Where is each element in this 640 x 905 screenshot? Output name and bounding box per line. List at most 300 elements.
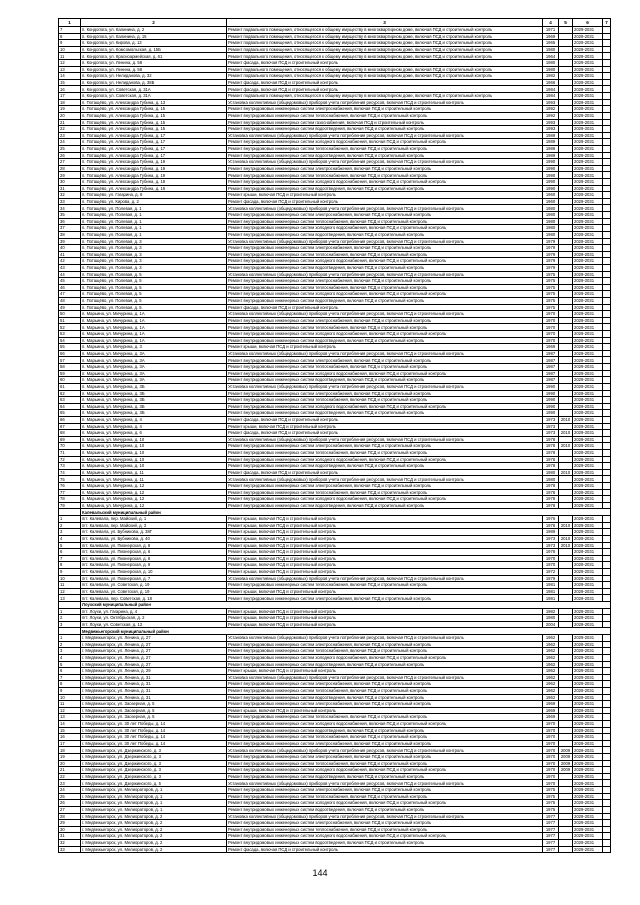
row-number-cell: 1 — [59, 516, 81, 523]
address-cell: г. Медвежьегорск, ул. 30 лет Победы, д. 14 — [81, 720, 227, 727]
row-number-cell: 74 — [59, 469, 81, 476]
note-cell — [603, 317, 611, 324]
row-number-cell: 33 — [59, 198, 81, 205]
address-cell: г. Медвежьегорск, ул. Мелиораторов, д. 2 — [81, 826, 227, 833]
year-built-cell: 1969 — [543, 344, 559, 351]
period-cell: 2029-2031 — [573, 238, 603, 245]
last-repair-cell — [559, 436, 573, 443]
period-cell: 2029-2031 — [573, 179, 603, 186]
note-cell — [603, 331, 611, 338]
last-repair-cell — [559, 648, 573, 655]
year-built-cell: 1978 — [543, 436, 559, 443]
row-number-cell: 71 — [59, 450, 81, 457]
year-built-cell: 1970 — [543, 324, 559, 331]
address-cell: г. Медвежьегорск, ул. Мелиораторов, д. 1 — [81, 806, 227, 813]
address-cell: г. Медвежьегорск, ул. Ленина, д. 27 — [81, 654, 227, 661]
year-built-cell: 1979 — [543, 251, 559, 258]
table-row — [59, 714, 611, 721]
work-type-cell: Установка коллективных (общедомовых) приборов учета потребления ресурсов, включая ПСД и строительный контроль — [227, 205, 543, 212]
work-type-cell: Ремонт внутридомовых инженерных систем газоснабжения, включая ПСД и строительный контроль — [227, 119, 543, 126]
work-type-cell: Ремонт внутридомовых инженерных систем электроснабжения, включая ПСД и строительный контроль — [227, 754, 543, 761]
address-cell: п. Марьина, ул. Мичурина, д. 3А — [81, 377, 227, 384]
year-built-cell: 1989 — [543, 152, 559, 159]
work-type-cell: Ремонт крыши, включая ПСД и строительный контроль — [227, 588, 543, 595]
note-cell — [603, 754, 611, 761]
address-cell: п. Потащёво, ул. Полевая, д. 5 — [81, 271, 227, 278]
note-cell — [603, 463, 611, 470]
row-number-cell: 13 — [59, 714, 81, 721]
year-built-cell: 1962 — [543, 648, 559, 655]
last-repair-cell — [559, 687, 573, 694]
section-header-row — [59, 509, 611, 516]
address-cell: г. Медвежьегорск, ул. Ленина, д. 29 — [81, 668, 227, 675]
table-row — [59, 641, 611, 648]
year-built-cell: 1962 — [543, 654, 559, 661]
last-repair-cell — [559, 661, 573, 668]
address-cell: п. Марьина, ул. Мичурина, д. 1А — [81, 311, 227, 318]
table-row — [59, 165, 611, 172]
note-cell — [603, 582, 611, 589]
table-row — [59, 53, 611, 60]
work-type-cell: Ремонт внутридомовых инженерных систем теплоснабжения, включая ПСД и строительный контроль — [227, 172, 543, 179]
period-cell: 2029-2031 — [573, 734, 603, 741]
table-row — [59, 139, 611, 146]
year-built-cell: 1970 — [543, 760, 559, 767]
table-row — [59, 555, 611, 562]
table-row — [59, 535, 611, 542]
work-type-cell: Ремонт крыши, включая ПСД и строительный контроль — [227, 707, 543, 714]
row-number-cell: 66 — [59, 416, 81, 423]
table-row — [59, 60, 611, 67]
year-built-cell: 1969 — [543, 707, 559, 714]
note-cell — [603, 833, 611, 840]
address-cell: п. Кондопога, ул. Ленина, д. 58 — [81, 60, 227, 67]
last-repair-cell — [559, 568, 573, 575]
row-number-cell: 12 — [59, 588, 81, 595]
work-type-cell: Ремонт крыши, включая ПСД и строительный контроль — [227, 344, 543, 351]
table-row — [59, 192, 611, 199]
work-type-cell: Ремонт внутридомовых инженерных систем теплоснабжения, включая ПСД и строительный контроль — [227, 489, 543, 496]
period-cell: 2029-2031 — [573, 489, 603, 496]
year-built-cell: 1978 — [543, 489, 559, 496]
last-repair-cell — [559, 106, 573, 113]
row-number-cell: 29 — [59, 820, 81, 827]
last-repair-cell: 2009 — [559, 767, 573, 774]
address-cell: пгт. Калевала, ул. Пионерская, д. 6 — [81, 549, 227, 556]
note-cell — [603, 291, 611, 298]
row-number-cell: 54 — [59, 337, 81, 344]
address-cell: г. Медвежьегорск, ул. Дзержинского, д. 3 — [81, 760, 227, 767]
year-built-cell: 1962 — [543, 635, 559, 642]
note-cell — [603, 139, 611, 146]
address-cell: г. Медвежьегорск, ул. Мелиораторов, д. 1 — [81, 793, 227, 800]
note-cell — [603, 635, 611, 642]
period-cell: 2029-2031 — [573, 661, 603, 668]
table-row — [59, 231, 611, 238]
last-repair-cell — [559, 483, 573, 490]
work-type-cell: Ремонт фасада, включая ПСД и строительный контроль — [227, 79, 543, 86]
row-number-cell: 63 — [59, 397, 81, 404]
note-cell — [603, 86, 611, 93]
address-cell: п. Потащёво, ул. Александра Губина, д. 17 — [81, 132, 227, 139]
work-type-cell: Ремонт подвального помещения, относящегося к общему имуществу в многоквартирном доме, включая ПСД и строительный контроль — [227, 53, 543, 60]
row-number-cell: 15 — [59, 727, 81, 734]
work-type-cell: Ремонт подвального помещения, относящегося к общему имуществу в многоквартирном доме, включая ПСД и строительный контроль — [227, 93, 543, 100]
note-cell — [603, 46, 611, 53]
work-type-cell: Ремонт внутридомовых инженерных систем теплоснабжения, включая ПСД и строительный контроль — [227, 760, 543, 767]
work-type-cell: Ремонт фасада, включая ПСД и строительный контроль — [227, 86, 543, 93]
last-repair-cell — [559, 800, 573, 807]
period-cell: 2029-2031 — [573, 582, 603, 589]
year-built-cell: 1973 — [543, 430, 559, 437]
table-row — [59, 516, 611, 523]
row-number-cell: 31 — [59, 833, 81, 840]
note-cell — [603, 701, 611, 708]
row-number-cell: 21 — [59, 767, 81, 774]
table-row — [59, 654, 611, 661]
table-row — [59, 198, 611, 205]
address-cell: п. Потащёво, ул. Александра Губина, д. 15 — [81, 112, 227, 119]
work-type-cell: Ремонт внутридомовых инженерных систем теплоснабжения, включая ПСД и строительный контроль — [227, 324, 543, 331]
year-built-cell: 1970 — [543, 555, 559, 562]
address-cell: п. Потащёво, ул. Кирова, д. 2 — [81, 198, 227, 205]
header-cell-1: 1 — [59, 19, 81, 27]
note-cell — [603, 806, 611, 813]
last-repair-cell — [559, 291, 573, 298]
last-repair-cell — [559, 423, 573, 430]
header-cell-3: 3 — [227, 19, 543, 27]
year-built-cell: 1981 — [543, 582, 559, 589]
last-repair-cell — [559, 720, 573, 727]
work-type-cell: Ремонт фасада, включая ПСД и строительный контроль — [227, 469, 543, 476]
year-built-cell: 1978 — [543, 483, 559, 490]
period-cell: 2029-2031 — [573, 271, 603, 278]
row-number-cell: 45 — [59, 278, 81, 285]
year-built-cell: 1962 — [543, 668, 559, 675]
row-number-cell: 14 — [59, 73, 81, 80]
note-cell — [603, 403, 611, 410]
year-built-cell: 1975 — [543, 800, 559, 807]
work-type-cell: Ремонт внутридомовых инженерных систем водоотведения, включая ПСД и строительный контроль — [227, 806, 543, 813]
row-number-cell: 34 — [59, 205, 81, 212]
address-cell: пгт. Калевала, ул. Советская, д. 19 — [81, 582, 227, 589]
row-number-cell: 38 — [59, 231, 81, 238]
last-repair-cell — [559, 337, 573, 344]
year-built-cell: 1990 — [543, 159, 559, 166]
table-row — [59, 846, 611, 853]
note-cell — [603, 165, 611, 172]
year-built-cell: 1977 — [543, 820, 559, 827]
row-number-cell: 5 — [59, 661, 81, 668]
page-number: 144 — [312, 868, 328, 878]
work-type-cell: Ремонт внутридомовых инженерных систем теплоснабжения, включая ПСД и строительный контроль — [227, 687, 543, 694]
period-cell: 2029-2031 — [573, 694, 603, 701]
work-type-cell: Ремонт внутридомовых инженерных систем холодного водоснабжения, включая ПСД и строительный контроль — [227, 654, 543, 661]
work-type-cell: Ремонт подвального помещения, относящегося к общему имуществу в многоквартирном доме, включая ПСД и строительный контроль — [227, 27, 543, 34]
last-repair-cell — [559, 820, 573, 827]
note-cell — [603, 159, 611, 166]
last-repair-cell — [559, 126, 573, 133]
address-cell: п. Потащёво, ул. Александра Губина, д. 19 — [81, 185, 227, 192]
note-cell — [603, 674, 611, 681]
year-built-cell: 1987 — [543, 357, 559, 364]
note-cell — [603, 502, 611, 509]
period-cell: 2029-2031 — [573, 654, 603, 661]
row-number-cell: 10 — [59, 46, 81, 53]
work-type-cell: Ремонт фасада, включая ПСД и строительный контроль — [227, 430, 543, 437]
year-built-cell: 1982 — [543, 73, 559, 80]
address-cell: пгт. Калевала, ул. Пионерская, д. 10 — [81, 568, 227, 575]
last-repair-cell — [559, 694, 573, 701]
last-repair-cell — [559, 846, 573, 853]
row-number-cell: 44 — [59, 271, 81, 278]
header-cell-6: 6 — [573, 19, 603, 27]
year-built-cell: 1979 — [543, 575, 559, 582]
work-type-cell: Ремонт крыши, включая ПСД и строительный контроль — [227, 542, 543, 549]
period-cell: 2029-2031 — [573, 99, 603, 106]
work-type-cell: Ремонт внутридомовых инженерных систем электроснабжения, включая ПСД и строительный контроль — [227, 317, 543, 324]
work-type-cell: Ремонт внутридомовых инженерных систем теплоснабжения, включая ПСД и строительный контроль — [227, 648, 543, 655]
address-cell: п. Потащёво, ул. Александра Губина, д. 19 — [81, 172, 227, 179]
last-repair-cell — [559, 46, 573, 53]
work-type-cell: Ремонт внутридомовых инженерных систем водоотведения, включая ПСД и строительный контроль — [227, 727, 543, 734]
table-row — [59, 179, 611, 186]
note-cell — [603, 112, 611, 119]
address-cell: п. Марьина, ул. Мичурина, д. 3Б — [81, 383, 227, 390]
year-built-cell: 1970 — [543, 767, 559, 774]
work-type-cell: Ремонт фасада, включая ПСД и строительный контроль — [227, 304, 543, 311]
table-row — [59, 311, 611, 318]
note-cell — [603, 205, 611, 212]
work-type-cell: Установка коллективных (общедомовых) приборов учета потребления ресурсов, включая ПСД и строительный контроль — [227, 780, 543, 787]
period-cell: 2029-2031 — [573, 212, 603, 219]
work-type-cell: Ремонт внутридомовых инженерных систем холодного водоснабжения, включая ПСД и строительный контроль — [227, 403, 543, 410]
document-page — [58, 18, 610, 853]
work-type-cell: Ремонт внутридомовых инженерных систем электроснабжения, включая ПСД и строительный контроль — [227, 641, 543, 648]
period-cell: 2029-2031 — [573, 145, 603, 152]
year-built-cell: 1962 — [543, 674, 559, 681]
year-built-cell: 1970 — [543, 311, 559, 318]
note-cell — [603, 443, 611, 450]
last-repair-cell — [559, 410, 573, 417]
table-row — [59, 674, 611, 681]
table-row — [59, 93, 611, 100]
last-repair-cell — [559, 839, 573, 846]
work-type-cell: Ремонт внутридомовых инженерных систем теплоснабжения, включая ПСД и строительный контроль — [227, 450, 543, 457]
work-type-cell: Ремонт фасада, включая ПСД и строительный контроль — [227, 60, 543, 67]
table-row — [59, 403, 611, 410]
table-row — [59, 833, 611, 840]
last-repair-cell — [559, 608, 573, 615]
work-type-cell: Ремонт внутридомовых инженерных систем холодного водоснабжения, включая ПСД и строительный контроль — [227, 291, 543, 298]
year-built-cell: 1980 — [543, 46, 559, 53]
row-number-cell: 1 — [59, 608, 81, 615]
note-cell — [603, 767, 611, 774]
table-row — [59, 278, 611, 285]
row-number-cell: 20 — [59, 112, 81, 119]
work-type-cell: Ремонт внутридомовых инженерных систем электроснабжения, включая ПСД и строительный контроль — [227, 681, 543, 688]
last-repair-cell — [559, 641, 573, 648]
row-number-cell: 72 — [59, 456, 81, 463]
row-number-cell: 58 — [59, 364, 81, 371]
year-built-cell: 1970 — [543, 780, 559, 787]
period-cell: 2029-2031 — [573, 813, 603, 820]
table-row — [59, 443, 611, 450]
row-number-cell: 14 — [59, 720, 81, 727]
last-repair-cell — [559, 826, 573, 833]
table-row — [59, 370, 611, 377]
note-cell — [603, 297, 611, 304]
period-cell: 2029-2031 — [573, 60, 603, 67]
address-cell: г. Медвежьегорск, ул. Ленина, д. 31 — [81, 674, 227, 681]
work-type-cell: Ремонт крыши, включая ПСД и строительный контроль — [227, 568, 543, 575]
table-row — [59, 205, 611, 212]
note-cell — [603, 562, 611, 569]
last-repair-cell — [559, 331, 573, 338]
year-built-cell: 1990 — [543, 383, 559, 390]
row-number-cell: 5 — [59, 542, 81, 549]
table-row — [59, 132, 611, 139]
year-built-cell: 1978 — [543, 502, 559, 509]
row-number-cell: 27 — [59, 806, 81, 813]
address-cell: п. Потащёво, ул. Александра Губина, д. 15 — [81, 119, 227, 126]
work-type-cell: Ремонт внутридомовых инженерных систем холодного водоснабжения, включая ПСД и строительный контроль — [227, 833, 543, 840]
table-row — [59, 668, 611, 675]
note-cell — [603, 397, 611, 404]
table-row — [59, 331, 611, 338]
table-row — [59, 549, 611, 556]
address-cell: п. Марьина, ул. Мичурина, д. 1А — [81, 331, 227, 338]
period-cell: 2029-2031 — [573, 112, 603, 119]
period-cell: 2029-2031 — [573, 430, 603, 437]
row-number-cell: 18 — [59, 99, 81, 106]
work-type-cell: Ремонт внутридомовых инженерных систем теплоснабжения, включая ПСД и строительный контроль — [227, 112, 543, 119]
row-number-cell: 12 — [59, 60, 81, 67]
year-built-cell: 2004 — [543, 621, 559, 628]
row-number-cell: 23 — [59, 132, 81, 139]
note-cell — [603, 284, 611, 291]
note-cell — [603, 225, 611, 232]
table-row — [59, 218, 611, 225]
row-number-cell: 41 — [59, 251, 81, 258]
address-cell: г. Медвежьегорск, ул. Мелиораторов, д. 2 — [81, 839, 227, 846]
note-cell — [603, 132, 611, 139]
year-built-cell: 1981 — [543, 588, 559, 595]
work-type-cell: Ремонт подвального помещения, относящегося к общему имуществу в многоквартирном доме, включая ПСД и строительный контроль — [227, 73, 543, 80]
table-row — [59, 687, 611, 694]
row-number-cell: 3 — [59, 529, 81, 536]
last-repair-cell — [559, 119, 573, 126]
last-repair-cell — [559, 463, 573, 470]
period-cell: 2029-2031 — [573, 410, 603, 417]
last-repair-cell — [559, 66, 573, 73]
last-repair-cell — [559, 251, 573, 258]
address-cell: г. Медвежьегорск, ул. Мелиораторов, д. 2 — [81, 813, 227, 820]
table-row — [59, 390, 611, 397]
last-repair-cell: 2010 — [559, 522, 573, 529]
work-type-cell: Установка коллективных (общедомовых) приборов учета потребления ресурсов, включая ПСД и строительный контроль — [227, 311, 543, 318]
work-type-cell: Ремонт внутридомовых инженерных систем теплоснабжения, включая ПСД и строительный контроль — [227, 582, 543, 589]
last-repair-cell — [559, 99, 573, 106]
row-number-cell: 48 — [59, 297, 81, 304]
table-row — [59, 747, 611, 754]
year-built-cell: 1978 — [543, 443, 559, 450]
period-cell: 2029-2031 — [573, 754, 603, 761]
year-built-cell: 1984 — [543, 93, 559, 100]
year-built-cell: 1975 — [543, 297, 559, 304]
note-cell — [603, 575, 611, 582]
address-cell: п. Кондопога, ул. Красноармейская, д. 61 — [81, 53, 227, 60]
last-repair-cell — [559, 225, 573, 232]
row-number-cell: 11 — [59, 582, 81, 589]
address-cell: п. Марьина, ул. Мичурина, д. 11 — [81, 476, 227, 483]
row-number-cell: 25 — [59, 793, 81, 800]
table-row — [59, 423, 611, 430]
row-number-cell: 26 — [59, 800, 81, 807]
work-type-cell: Ремонт крыши, включая ПСД и строительный контроль — [227, 555, 543, 562]
row-number-cell: 52 — [59, 324, 81, 331]
period-cell: 2029-2031 — [573, 198, 603, 205]
note-cell — [603, 793, 611, 800]
note-cell — [603, 826, 611, 833]
row-number-cell: 60 — [59, 377, 81, 384]
table-row — [59, 839, 611, 846]
row-number-cell: 47 — [59, 291, 81, 298]
address-cell: пгт. Лоухи, ул. Гагарина, д. 4 — [81, 608, 227, 615]
table-row — [59, 66, 611, 73]
row-number-cell: 13 — [59, 66, 81, 73]
year-built-cell: 1970 — [543, 720, 559, 727]
row-number-cell — [59, 628, 81, 635]
note-cell — [603, 27, 611, 34]
last-repair-cell — [559, 297, 573, 304]
year-built-cell: 1964 — [543, 53, 559, 60]
note-cell — [603, 555, 611, 562]
period-cell: 2029-2031 — [573, 357, 603, 364]
period-cell: 2029-2031 — [573, 331, 603, 338]
year-built-cell: 1980 — [543, 66, 559, 73]
table-row — [59, 582, 611, 589]
last-repair-cell — [559, 284, 573, 291]
row-number-cell: 6 — [59, 549, 81, 556]
year-built-cell: 1970 — [543, 734, 559, 741]
address-cell: п. Кондопога, ул. Нелиданова, д. 38Б — [81, 79, 227, 86]
table-row — [59, 73, 611, 80]
table-row — [59, 542, 611, 549]
period-cell: 2029-2031 — [573, 707, 603, 714]
year-built-cell: 1978 — [543, 496, 559, 503]
note-cell — [603, 714, 611, 721]
address-cell: п. Марьина, ул. Мичурина, д. 3А — [81, 370, 227, 377]
work-type-cell: Ремонт внутридомовых инженерных систем водоотведения, включая ПСД и строительный контроль — [227, 126, 543, 133]
period-cell: 2029-2031 — [573, 463, 603, 470]
last-repair-cell: 2009 — [559, 747, 573, 754]
last-repair-cell — [559, 582, 573, 589]
period-cell: 2029-2031 — [573, 79, 603, 86]
address-cell: г. Медвежьегорск, ул. Дзержинского, д. 3 — [81, 754, 227, 761]
note-cell — [603, 33, 611, 40]
table-row — [59, 344, 611, 351]
work-type-cell: Установка коллективных (общедомовых) приборов учета потребления ресурсов, включая ПСД и строительный контроль — [227, 383, 543, 390]
work-type-cell: Ремонт внутридомовых инженерных систем теплоснабжения, включая ПСД и строительный контроль — [227, 251, 543, 258]
row-number-cell: 3 — [59, 648, 81, 655]
row-number-cell: 20 — [59, 760, 81, 767]
table-row — [59, 159, 611, 166]
year-built-cell: 1970 — [543, 317, 559, 324]
table-row — [59, 773, 611, 780]
period-cell: 2029-2031 — [573, 119, 603, 126]
row-number-cell: 22 — [59, 126, 81, 133]
